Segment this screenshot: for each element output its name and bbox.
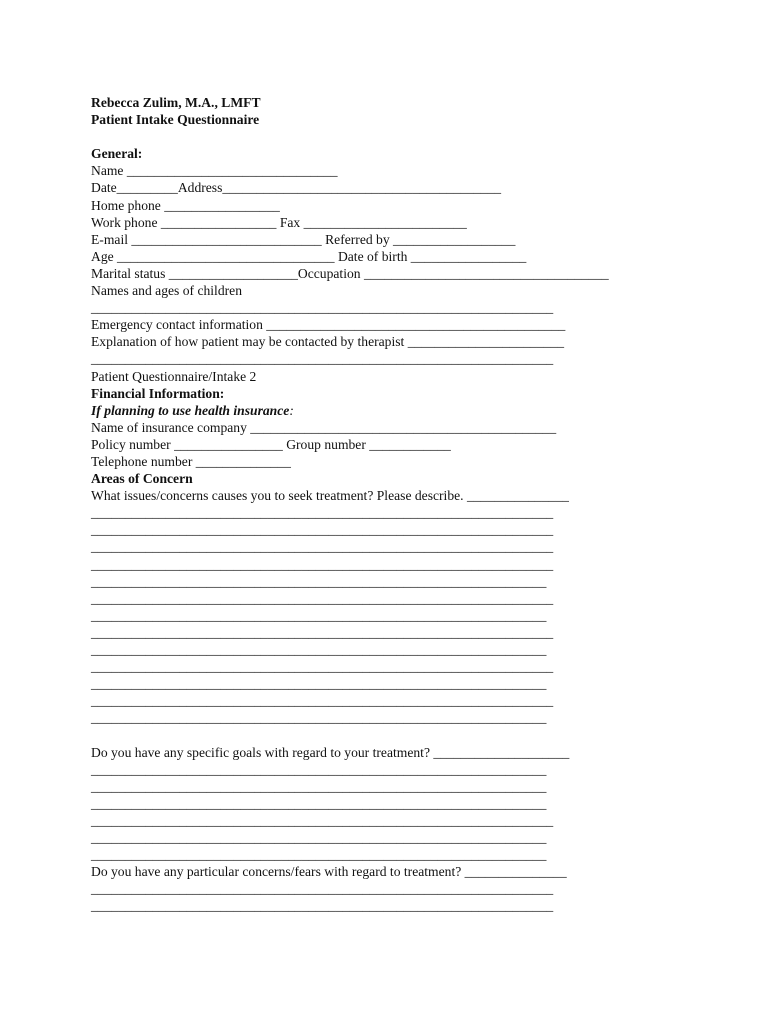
goals-blank[interactable]: ___________________________________________________________________ [91,847,547,863]
goals-blank[interactable]: ___________________________________________________________________ [91,795,547,811]
concerns-blank[interactable]: ____________________________________________________________________ [91,590,554,606]
concerns-blank[interactable]: ____________________________________________________________________ [91,505,554,521]
email-referred-field[interactable]: E-mail ____________________________ Referred by __________________ [91,231,516,247]
telephone-field[interactable]: Telephone number ______________ [91,453,291,469]
intake-form-page [91,94,751,915]
general-heading: General: [91,146,143,162]
insurance-note-colon: : [289,402,294,418]
home-phone-field[interactable]: Home phone _________________ [91,197,280,213]
goals-blank[interactable]: ____________________________________________________________________ [91,812,554,828]
concerns-blank[interactable]: ____________________________________________________________________ [91,624,554,640]
children-field[interactable]: ____________________________________________________________________ [91,300,554,316]
concerns-blank[interactable]: ___________________________________________________________________ [91,642,547,657]
contact-explanation-field[interactable]: Explanation of how patient may be contacted by therapist _______________________ [91,334,565,350]
concerns-blank[interactable]: ___________________________________________________________________ [91,573,547,589]
spacer [91,128,751,145]
fears-blank[interactable]: ____________________________________________________________________ [91,898,554,914]
insurance-company-field[interactable]: Name of insurance company _____________________________________________ [91,419,557,435]
spacer [91,726,751,743]
name-field[interactable]: Name _______________________________ [91,163,338,179]
insurance-note-line [91,402,751,419]
concerns-blank[interactable]: ____________________________________________________________________ [91,539,554,555]
goals-blank[interactable]: ___________________________________________________________________ [91,761,547,777]
goals-question[interactable]: Do you have any specific goals with regard to your treatment? ____________________ [91,744,570,760]
concerns-blank[interactable]: ____________________________________________________________________ [91,693,554,709]
financial-heading: Financial Information: [91,385,225,401]
contact-explanation-blank[interactable]: ____________________________________________________________________ [91,351,554,367]
form-title: Patient Intake Questionnaire [91,112,260,128]
insurance-note: If planning to use health insurance [91,402,290,418]
emergency-contact-field[interactable]: Emergency contact information ____________________________________________ [91,317,566,333]
goals-blank[interactable]: ___________________________________________________________________ [91,830,547,846]
concerns-blank[interactable]: ____________________________________________________________________ [91,659,554,675]
age-dob-field[interactable]: Age ________________________________ Date of birth _________________ [91,248,527,264]
concerns-blank[interactable]: ___________________________________________________________________ [91,710,547,726]
concerns-blank[interactable]: ___________________________________________________________________ [91,607,547,623]
concerns-blank[interactable]: ___________________________________________________________________ [91,676,547,692]
fears-question[interactable]: Do you have any particular concerns/fears with regard to treatment? _______________ [91,864,567,880]
fears-blank[interactable]: ____________________________________________________________________ [91,881,554,897]
goals-blank[interactable]: ___________________________________________________________________ [91,778,547,794]
marital-occupation-field[interactable]: Marital status ___________________Occupation ____________________________________ [91,265,609,281]
date-address-field[interactable]: Date_________Address_________________________________________ [91,180,502,196]
concerns-blank[interactable]: ____________________________________________________________________ [91,556,554,572]
therapist-name: Rebecca Zulim, M.A., LMFT [91,95,261,110]
children-label: Names and ages of children [91,283,242,299]
page-marker: Patient Questionnaire/Intake 2 [91,368,257,384]
policy-group-field[interactable]: Policy number ________________ Group number ____________ [91,436,451,452]
work-phone-fax-field[interactable]: Work phone _________________ Fax ________________________ [91,214,467,230]
concerns-question[interactable]: What issues/concerns causes you to seek treatment? Please describe. _______________ [91,488,569,504]
concerns-blank[interactable]: ____________________________________________________________________ [91,522,554,538]
concerns-heading: Areas of Concern [91,471,193,487]
